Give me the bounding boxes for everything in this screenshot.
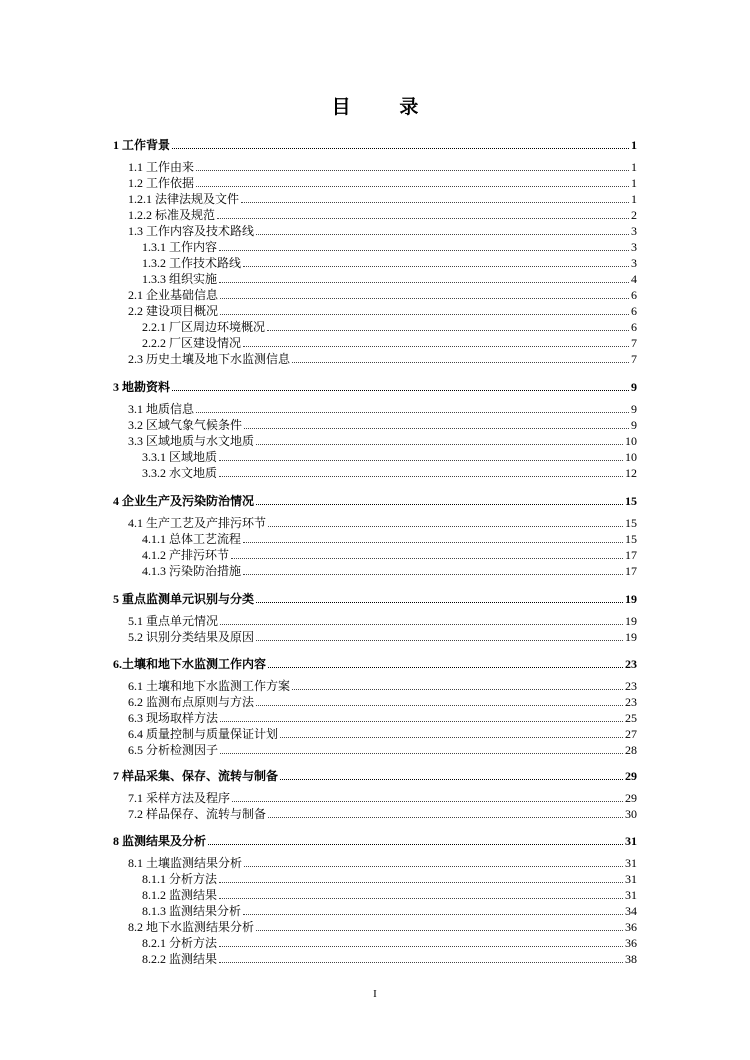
toc-entry-page: 19 xyxy=(625,614,637,628)
toc-leader-dots xyxy=(243,542,623,543)
toc-entry-label: 1 工作背景 xyxy=(113,138,171,152)
toc-entry-page: 1 xyxy=(631,176,637,190)
toc-entry-label: 8.1 土壤监测结果分析 xyxy=(128,856,243,870)
toc-entry-label: 3.2 区域气象气候条件 xyxy=(128,418,243,432)
toc-entry-label: 8 监测结果及分析 xyxy=(113,834,207,848)
toc-leader-dots xyxy=(172,390,629,391)
toc-section-entry[interactable] xyxy=(113,789,637,805)
toc-entry-page: 10 xyxy=(625,450,637,464)
toc-chapter-entry[interactable] xyxy=(113,832,637,848)
toc-entry-label: 1.2.1 法律法规及文件 xyxy=(128,192,240,206)
toc-entry-page: 7 xyxy=(631,336,637,350)
toc-section-entry[interactable] xyxy=(113,270,637,286)
toc-entry-label: 5.1 重点单元情况 xyxy=(128,614,219,628)
toc-section-entry[interactable] xyxy=(113,950,637,966)
toc-section-entry[interactable] xyxy=(113,562,637,578)
toc-entry-page: 7 xyxy=(631,352,637,366)
toc-entry-label: 8.2.2 监测结果 xyxy=(142,952,218,966)
toc-chapter-entry[interactable] xyxy=(113,492,637,508)
toc-entry-page: 19 xyxy=(625,592,637,606)
toc-leader-dots xyxy=(243,346,629,347)
toc-leader-dots xyxy=(231,558,623,559)
toc-section-entry[interactable] xyxy=(113,174,637,190)
toc-leader-dots xyxy=(172,148,629,149)
toc-entry-page: 31 xyxy=(625,856,637,870)
toc-section-entry[interactable] xyxy=(113,530,637,546)
toc-section-entry[interactable] xyxy=(113,902,637,918)
toc-entry-page: 1 xyxy=(631,160,637,174)
toc-entry-label: 1.1 工作由来 xyxy=(128,160,195,174)
toc-entry-label: 1.3.3 组织实施 xyxy=(142,272,218,286)
toc-entry-page: 9 xyxy=(631,418,637,432)
toc-section-entry[interactable] xyxy=(113,190,637,206)
toc-section-entry[interactable] xyxy=(113,854,637,870)
toc-entry-label: 1.3.2 工作技术路线 xyxy=(142,256,242,270)
toc-entry-page: 28 xyxy=(625,743,637,757)
toc-entry-label: 3.1 地质信息 xyxy=(128,402,195,416)
page-number: I xyxy=(373,988,377,1000)
toc-leader-dots xyxy=(220,721,623,722)
toc-entry-label: 3 地勘资料 xyxy=(113,380,171,394)
toc-leader-dots xyxy=(268,526,623,527)
toc-section-entry[interactable] xyxy=(113,546,637,562)
toc-entry-page: 34 xyxy=(625,904,637,918)
toc-entry-label: 2.3 历史土壤及地下水监测信息 xyxy=(128,352,291,366)
toc-leader-dots xyxy=(219,898,623,899)
toc-entry-page: 3 xyxy=(631,240,637,254)
toc-entry-label: 6.5 分析检测因子 xyxy=(128,743,219,757)
toc-entry-label: 2.2 建设项目概况 xyxy=(128,304,219,318)
toc-entry-page: 10 xyxy=(625,434,637,448)
toc-entry-label: 4.1.2 产排污环节 xyxy=(142,548,230,562)
toc-leader-dots xyxy=(256,444,623,445)
toc-leader-dots xyxy=(256,640,623,641)
toc-leader-dots xyxy=(220,298,629,299)
toc-entry-label: 6.4 质量控制与质量保证计划 xyxy=(128,727,279,741)
toc-section-entry[interactable] xyxy=(113,302,637,318)
toc-leader-dots xyxy=(256,602,623,603)
toc-leader-dots xyxy=(219,962,623,963)
toc-leader-dots xyxy=(219,250,629,251)
toc-section-entry[interactable] xyxy=(113,400,637,416)
table-of-contents xyxy=(113,0,637,1000)
toc-section-entry[interactable] xyxy=(113,805,637,821)
toc-leader-dots xyxy=(220,314,629,315)
toc-section-entry[interactable] xyxy=(113,416,637,432)
toc-entry-page: 4 xyxy=(631,272,637,286)
toc-leader-dots xyxy=(196,170,629,171)
toc-leader-dots xyxy=(256,234,629,235)
toc-leader-dots xyxy=(219,460,623,461)
toc-entry-label: 7 样品采集、保存、流转与制备 xyxy=(113,769,279,783)
toc-entry-label: 1.2 工作依据 xyxy=(128,176,195,190)
toc-section-entry[interactable] xyxy=(113,886,637,902)
toc-leader-dots xyxy=(220,753,623,754)
toc-entry-label: 1.3.1 工作内容 xyxy=(142,240,218,254)
toc-entry-page: 25 xyxy=(625,711,637,725)
toc-entry-label: 2.1 企业基础信息 xyxy=(128,288,219,302)
toc-leader-dots xyxy=(256,504,623,505)
toc-entry-page: 12 xyxy=(625,466,637,480)
toc-entry-page: 15 xyxy=(625,532,637,546)
toc-entry-page: 31 xyxy=(625,834,637,848)
toc-section-entry[interactable] xyxy=(113,628,637,644)
toc-section-entry[interactable] xyxy=(113,318,637,334)
toc-leader-dots xyxy=(280,737,623,738)
toc-leader-dots xyxy=(256,705,623,706)
toc-section-entry[interactable] xyxy=(113,725,637,741)
toc-entry-label: 6.3 现场取样方法 xyxy=(128,711,219,725)
toc-leader-dots xyxy=(244,866,623,867)
toc-entry-label: 2.2.2 厂区建设情况 xyxy=(142,336,242,350)
toc-chapter-entry[interactable] xyxy=(113,590,637,606)
toc-leader-dots xyxy=(220,624,623,625)
toc-leader-dots xyxy=(217,218,629,219)
toc-entry-page: 9 xyxy=(631,380,637,394)
toc-chapter-entry[interactable] xyxy=(113,378,637,394)
toc-entry-page: 2 xyxy=(631,208,637,222)
toc-section-entry[interactable] xyxy=(113,158,637,174)
toc-section-entry[interactable] xyxy=(113,677,637,693)
toc-chapter-entry[interactable] xyxy=(113,767,637,783)
toc-leader-dots xyxy=(219,282,629,283)
toc-entry-page: 15 xyxy=(625,516,637,530)
toc-entry-page: 6 xyxy=(631,304,637,318)
toc-entry-page: 29 xyxy=(625,791,637,805)
toc-entry-page: 3 xyxy=(631,256,637,270)
toc-entry-label: 2.2.1 厂区周边环境概况 xyxy=(142,320,266,334)
toc-leader-dots xyxy=(267,330,629,331)
toc-section-entry[interactable] xyxy=(113,464,637,480)
toc-entry-page: 15 xyxy=(625,494,637,508)
toc-leader-dots xyxy=(292,362,629,363)
toc-entry-label: 5 重点监测单元识别与分类 xyxy=(113,592,255,606)
toc-leader-dots xyxy=(241,202,629,203)
toc-entry-page: 1 xyxy=(631,192,637,206)
toc-entry-page: 6 xyxy=(631,320,637,334)
toc-leader-dots xyxy=(268,667,623,668)
toc-entry-label: 4.1.1 总体工艺流程 xyxy=(142,532,242,546)
toc-entry-label: 6.1 土壤和地下水监测工作方案 xyxy=(128,679,291,693)
toc-entry-page: 23 xyxy=(625,679,637,693)
toc-entry-label: 5.2 识别分类结果及原因 xyxy=(128,630,255,644)
toc-section-entry[interactable] xyxy=(113,286,637,302)
toc-leader-dots xyxy=(243,914,623,915)
toc-leader-dots xyxy=(219,882,623,883)
toc-entry-page: 6 xyxy=(631,288,637,302)
page-title: 目 录 xyxy=(331,97,441,118)
toc-section-entry[interactable] xyxy=(113,934,637,950)
toc-entry-label: 4.1.3 污染防治措施 xyxy=(142,564,242,578)
toc-entry-page: 1 xyxy=(631,138,637,152)
toc-entry-page: 30 xyxy=(625,807,637,821)
toc-section-entry[interactable] xyxy=(113,432,637,448)
toc-entry-label: 4.1 生产工艺及产排污环节 xyxy=(128,516,267,530)
toc-section-entry[interactable] xyxy=(113,514,637,530)
toc-entry-page: 9 xyxy=(631,402,637,416)
toc-leader-dots xyxy=(208,844,623,845)
toc-section-entry[interactable] xyxy=(113,870,637,886)
toc-entry-page: 3 xyxy=(631,224,637,238)
toc-section-entry[interactable] xyxy=(113,612,637,628)
toc-leader-dots xyxy=(219,476,623,477)
toc-entry-page: 23 xyxy=(625,695,637,709)
toc-chapter-entry[interactable] xyxy=(113,136,637,152)
toc-entry-label: 1.3 工作内容及技术路线 xyxy=(128,224,255,238)
toc-section-entry[interactable] xyxy=(113,238,637,254)
toc-leader-dots xyxy=(256,930,623,931)
toc-entry-label: 3.3 区域地质与水文地质 xyxy=(128,434,255,448)
toc-entry-label: 7.2 样品保存、流转与制备 xyxy=(128,807,267,821)
toc-entry-page: 19 xyxy=(625,630,637,644)
toc-leader-dots xyxy=(244,428,629,429)
toc-section-entry[interactable] xyxy=(113,448,637,464)
toc-entry-page: 29 xyxy=(625,769,637,783)
toc-section-entry[interactable] xyxy=(113,206,637,222)
toc-entry-label: 3.3.1 区域地质 xyxy=(142,450,218,464)
toc-leader-dots xyxy=(196,412,629,413)
toc-section-entry[interactable] xyxy=(113,350,637,366)
toc-entry-label: 8.1.1 分析方法 xyxy=(142,872,218,886)
toc-entry-label: 1.2.2 标准及规范 xyxy=(128,208,216,222)
toc-section-entry[interactable] xyxy=(113,222,637,238)
toc-section-entry[interactable] xyxy=(113,693,637,709)
toc-entry-label: 6.土壤和地下水监测工作内容 xyxy=(113,657,267,671)
toc-entry-label: 6.2 监测布点原则与方法 xyxy=(128,695,255,709)
toc-section-entry[interactable] xyxy=(113,709,637,725)
toc-leader-dots xyxy=(232,801,623,802)
toc-section-entry[interactable] xyxy=(113,334,637,350)
toc-entry-label: 4 企业生产及污染防治情况 xyxy=(113,494,255,508)
toc-entry-page: 17 xyxy=(625,564,637,578)
toc-entry-page: 31 xyxy=(625,872,637,886)
toc-entry-page: 31 xyxy=(625,888,637,902)
toc-section-entry[interactable] xyxy=(113,741,637,757)
toc-entry-page: 36 xyxy=(625,920,637,934)
toc-entry-label: 8.1.2 监测结果 xyxy=(142,888,218,902)
toc-entry-label: 8.2.1 分析方法 xyxy=(142,936,218,950)
toc-entry-page: 17 xyxy=(625,548,637,562)
toc-leader-dots xyxy=(280,779,623,780)
toc-leader-dots xyxy=(268,817,623,818)
toc-leader-dots xyxy=(196,186,629,187)
toc-leader-dots xyxy=(243,574,623,575)
toc-entry-label: 8.2 地下水监测结果分析 xyxy=(128,920,255,934)
toc-entry-label: 8.1.3 监测结果分析 xyxy=(142,904,242,918)
toc-entry-label: 3.3.2 水文地质 xyxy=(142,466,218,480)
toc-entry-page: 23 xyxy=(625,657,637,671)
toc-entry-page: 36 xyxy=(625,936,637,950)
toc-chapter-entry[interactable] xyxy=(113,655,637,671)
toc-entry-page: 27 xyxy=(625,727,637,741)
toc-section-entry[interactable] xyxy=(113,918,637,934)
toc-entry-page: 38 xyxy=(625,952,637,966)
toc-leader-dots xyxy=(292,689,623,690)
toc-leader-dots xyxy=(219,946,623,947)
toc-entry-label: 7.1 采样方法及程序 xyxy=(128,791,231,805)
toc-section-entry[interactable] xyxy=(113,254,637,270)
toc-leader-dots xyxy=(243,266,629,267)
